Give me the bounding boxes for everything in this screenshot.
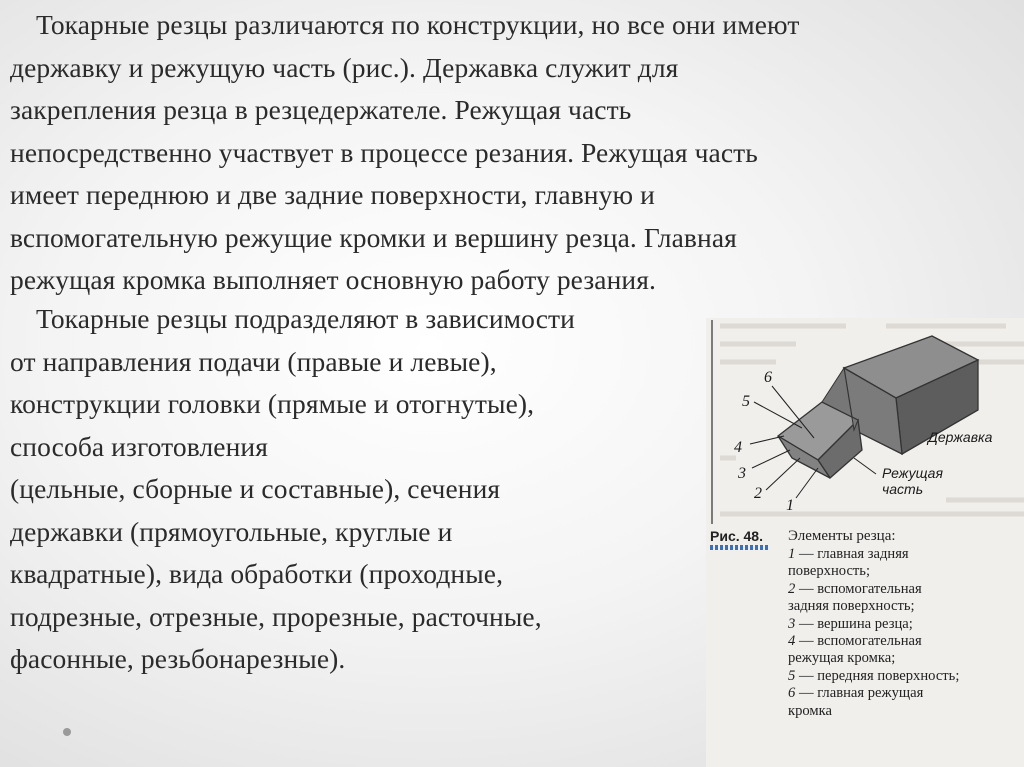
label-2: 2 [754, 485, 762, 502]
caption-item: 5 — передняя поверхность; [788, 667, 960, 684]
text-line: державки (прямоугольные, круглые и [10, 515, 453, 547]
caption-stripe [710, 545, 770, 550]
caption-item: режущая кромка; [788, 650, 896, 667]
text-line: закрепления резца в резцедержателе. Режущая часть [10, 94, 632, 125]
cutter-figure [706, 318, 1024, 767]
label-cutting-part-2: часть [882, 481, 924, 497]
caption-number: 48. [743, 528, 763, 544]
text-line: Токарные резцы различаются по конструкции, но все они имеют [36, 9, 800, 40]
label-cutting-part-1: Режущая [882, 465, 943, 481]
label-4: 4 [734, 439, 742, 456]
caption-item: 4 — вспомогательная [788, 633, 922, 650]
label-holder: Державка [928, 429, 993, 445]
caption-item: 3 — вершина резца; [788, 615, 913, 632]
label-3: 3 [738, 465, 746, 482]
label-5: 5 [742, 393, 750, 410]
text-line: фасонные, резьбонарезные). [10, 643, 346, 674]
text-line: способа изготовления [10, 430, 268, 462]
text-line: от направления подачи (правые и левые), [10, 345, 497, 377]
text-line: державку и режущую часть (рис.). Державка служит для [10, 51, 679, 83]
text-line: режущая кромка выполняет основную работу резания. [10, 264, 656, 295]
bullet-dot [63, 728, 71, 736]
text-line: квадратные), вида обработки (проходные, [10, 558, 504, 589]
caption-item: 1 — главная задняя [788, 546, 909, 562]
label-1: 1 [786, 497, 794, 514]
caption-item: поверхность; [788, 563, 871, 580]
caption-title: Элементы резца: [788, 528, 896, 544]
text-line: конструкции головки (прямые и отогнутые), [10, 388, 535, 419]
text-line: (цельные, сборные и составные), сечения [10, 473, 501, 504]
cutter-illustration [706, 318, 1024, 528]
paragraph-1 [10, 4, 1020, 302]
caption-items [788, 546, 959, 720]
text-line: вспомогательную режущие кромки и вершину резца. Главная [10, 221, 737, 253]
text-line: имеет переднюю и две задние поверхности, главную и [10, 179, 655, 210]
caption-label [710, 528, 763, 545]
label-6: 6 [764, 369, 772, 386]
caption-item: задняя поверхность; [788, 598, 915, 615]
text-line: Токарные резцы подразделяют в зависимости [36, 303, 575, 334]
caption-prefix: Рис. [710, 528, 740, 544]
caption-item: кромка [788, 702, 832, 719]
caption-item: 2 — вспомогательная [788, 580, 922, 597]
paragraph-2 [10, 298, 710, 681]
text-line: непосредственно участвует в процессе резания. Режущая часть [10, 136, 758, 168]
caption-item: 6 — главная режущая [788, 685, 924, 702]
text-line: подрезные, отрезные, прорезные, расточные, [10, 600, 542, 632]
